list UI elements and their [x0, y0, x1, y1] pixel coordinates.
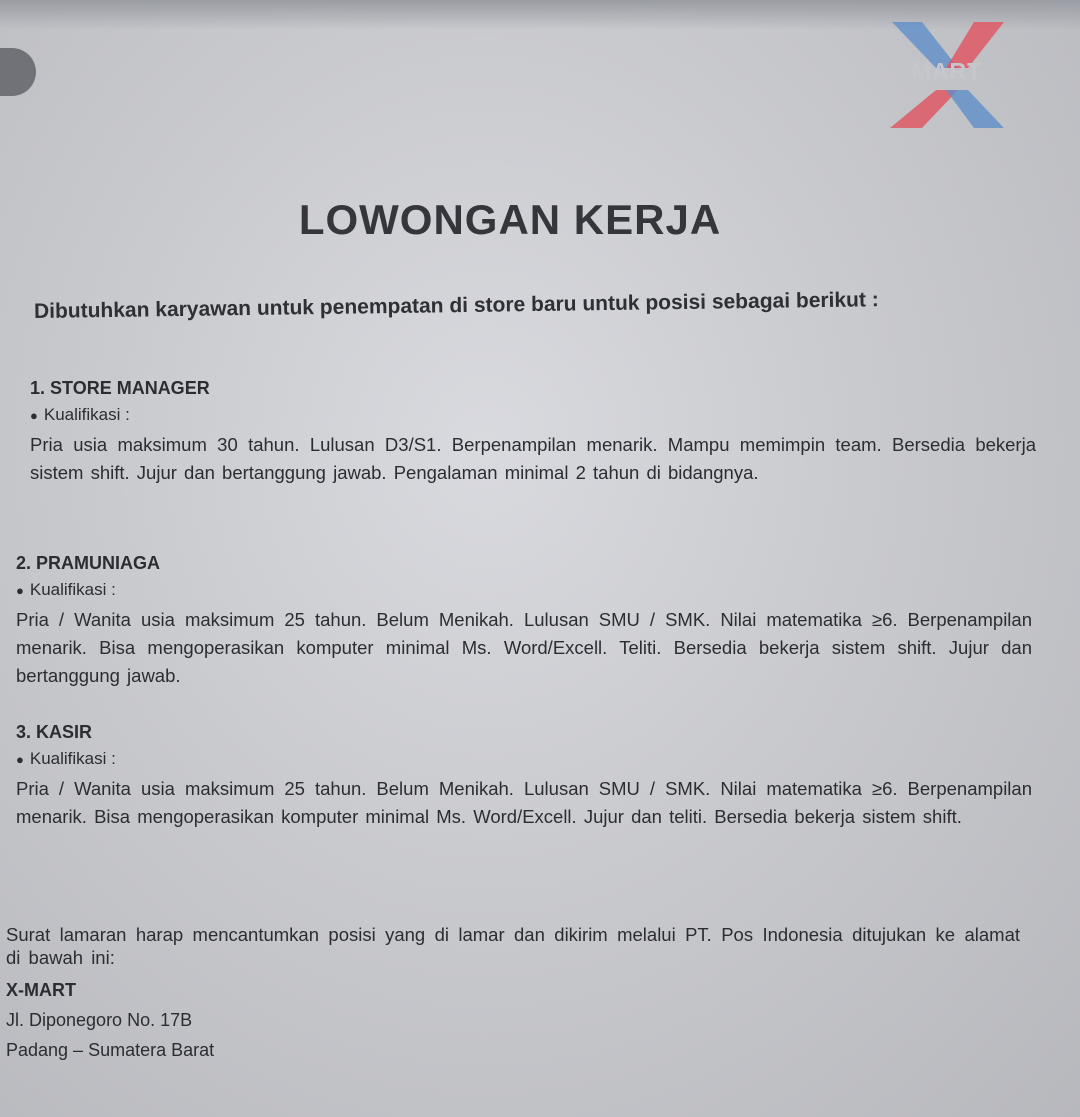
qualification-label: ● Kualifikasi : [16, 749, 116, 768]
qualification-text: Pria / Wanita usia maksimum 25 tahun. Belum Menikah. Lulusan SMU / SMK. Nilai matematika ≥6. Berpenampilan menarik. Bisa mengoperasikan komputer minimal Ms. Word/Excell. Jujur dan teliti. Bersedia bekerja sistem shift. [16, 778, 1032, 828]
closing-section [6, 923, 1020, 1059]
bullet-icon: ● [30, 408, 38, 423]
address-street: Jl. Diponegoro No. 17B [6, 1010, 193, 1031]
address-city: Padang – Sumatera Barat [6, 1040, 215, 1061]
position-section [16, 553, 1032, 690]
position-section [30, 378, 1036, 487]
intro-text: Dibutuhkan karyawan untuk penempatan di store baru untuk posisi sebagai berikut : [33, 288, 879, 323]
qualification-text: Pria usia maksimum 30 tahun. Lulusan D3/S1. Berpenampilan menarik. Mampu memimpin team. Bersedia bekerja sistem shift. Jujur dan bertanggung jawab. Pengalaman minimal 2 tahun di bidangnya. [30, 434, 1036, 484]
xmart-logo [886, 18, 1008, 130]
qualification-text: Pria / Wanita usia maksimum 25 tahun. Belum Menikah. Lulusan SMU / SMK. Nilai matematika ≥6. Berpenampilan menarik. Bisa mengoperasikan komputer minimal Ms. Word/Excell. Teliti. Bersedia bekerja sistem shift. Jujur dan bertanggung jawab. [16, 609, 1032, 687]
address-name: X-MART [6, 980, 76, 1001]
logo-text: MART [911, 58, 983, 84]
position-heading: 1. STORE MANAGER [30, 378, 210, 398]
bullet-icon: ● [16, 583, 24, 598]
position-section [16, 722, 1032, 831]
closing-text: Surat lamaran harap mencantumkan posisi yang di lamar dan dikirim melalui PT. Pos Indonesia ditujukan ke alamat di bawah ini: [6, 924, 1020, 969]
page-title: LOWONGAN KERJA [298, 196, 722, 243]
position-heading: 2. PRAMUNIAGA [16, 553, 161, 573]
tape-mark [0, 48, 36, 96]
bullet-icon: ● [16, 752, 24, 767]
qualification-label: ● Kualifikasi : [16, 580, 116, 599]
position-heading: 3. KASIR [16, 722, 93, 742]
qualification-label: ● Kualifikasi : [30, 405, 130, 424]
